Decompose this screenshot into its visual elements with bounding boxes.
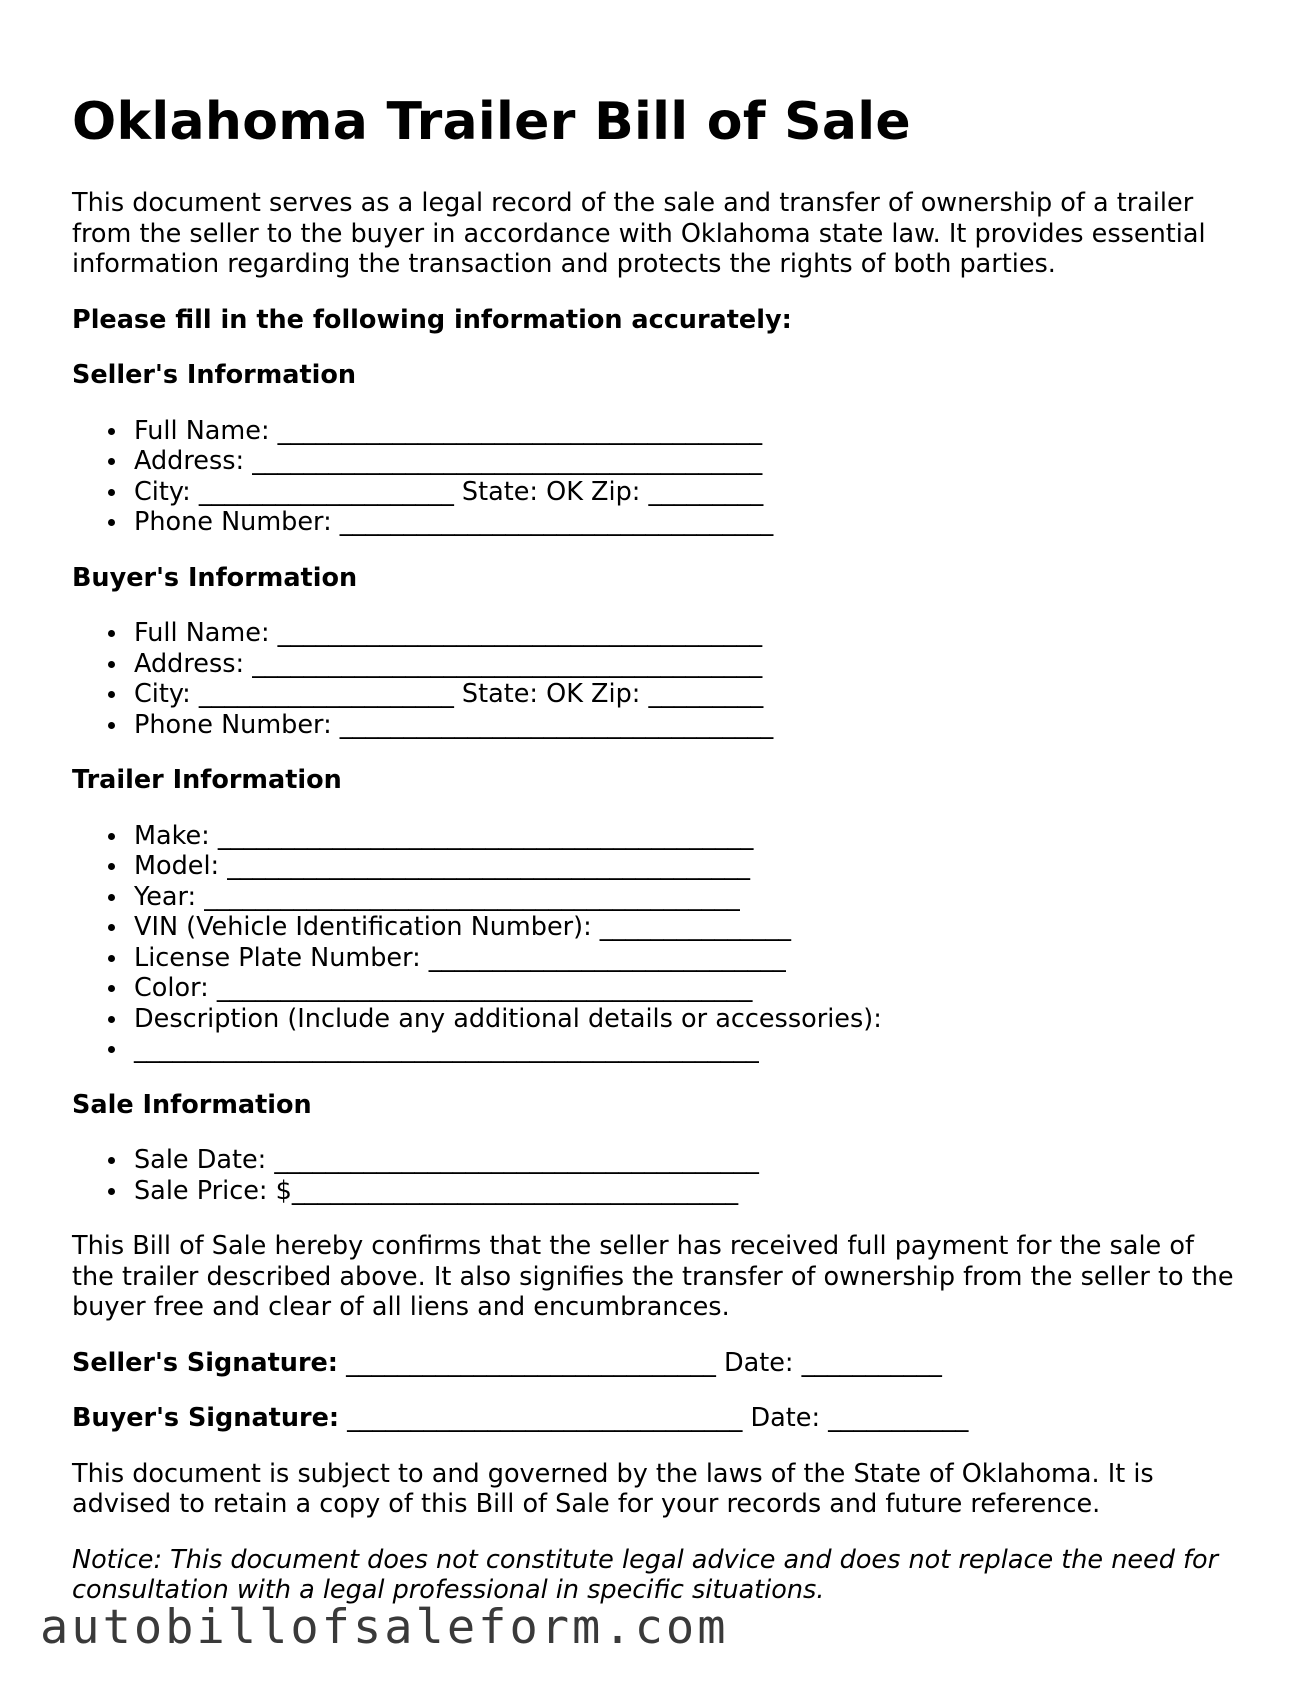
sale-date-field: Sale Date: ______________________________________ (134, 1145, 1242, 1176)
buyer-phone-field: Phone Number: __________________________________ (134, 710, 1242, 741)
confirmation-paragraph: This Bill of Sale hereby confirms that the seller has received full payment for the sale of the trailer described above. It also signifies the transfer of ownership from the seller to the buyer free and clear of all liens and encumbrances. (72, 1231, 1234, 1322)
seller-city-state-zip-field: City: ____________________ State: OK Zip: _________ (134, 477, 1242, 508)
buyer-city-state-zip-field: City: ____________________ State: OK Zip: _________ (134, 679, 1242, 710)
sale-fields (72, 1145, 1242, 1206)
seller-signature-label: Seller's Signature: (72, 1347, 339, 1378)
buyer-address-field: Address: ________________________________________ (134, 649, 1242, 680)
buyer-fields (72, 618, 1242, 740)
governing-law-paragraph: This document is subject to and governed by the laws of the State of Oklahoma. It is advised to retain a copy of this Bill of Sale for your records and future reference. (72, 1458, 1154, 1519)
seller-signature-line (72, 1348, 1242, 1379)
trailer-description-line: _________________________________________________ (134, 1034, 1242, 1065)
trailer-vin-field: VIN (Vehicle Identification Number): _______________ (134, 912, 1242, 943)
trailer-heading: Trailer Information (72, 765, 342, 795)
trailer-fields (72, 821, 1242, 1065)
trailer-license-plate-field: License Plate Number: ____________________________ (134, 943, 1242, 974)
buyer-full-name-field: Full Name: ______________________________________ (134, 618, 1242, 649)
seller-full-name-field: Full Name: ______________________________________ (134, 416, 1242, 447)
site-watermark: autobillofsaleform.com (40, 1600, 729, 1655)
trailer-model-field: Model: _________________________________________ (134, 851, 1242, 882)
trailer-description-label: Description (Include any additional details or accessories): (134, 1004, 1242, 1035)
seller-phone-field: Phone Number: __________________________________ (134, 507, 1242, 538)
sale-heading: Sale Information (72, 1089, 312, 1120)
seller-fields (72, 416, 1242, 538)
instruction-text: Please fill in the following information accurately: (72, 304, 792, 335)
document-page (72, 86, 1242, 1631)
sale-price-field: Sale Price: $___________________________________ (134, 1176, 1242, 1207)
document-title: Oklahoma Trailer Bill of Sale (72, 92, 911, 152)
seller-address-field: Address: ________________________________________ (134, 446, 1242, 477)
buyer-signature-line (72, 1403, 1242, 1434)
seller-heading: Seller's Information (72, 360, 357, 390)
buyer-signature-blank: _______________________________ Date: ___________ (339, 1403, 969, 1433)
trailer-make-field: Make: __________________________________________ (134, 821, 1242, 852)
buyer-signature-label: Buyer's Signature: (72, 1403, 340, 1433)
seller-signature-blank: _____________________________ Date: ___________ (338, 1347, 942, 1378)
buyer-heading: Buyer's Information (72, 562, 358, 593)
trailer-color-field: Color: __________________________________________ (134, 973, 1242, 1004)
trailer-year-field: Year: __________________________________________ (134, 882, 1242, 913)
intro-paragraph: This document serves as a legal record of the sale and transfer of ownership of a trailer from the seller to the buyer in accordance with Oklahoma state law. It provides essential information regarding the transaction and protects the rights of both parties. (72, 188, 1206, 279)
legal-notice: Notice: This document does not constitute legal advice and does not replace the need for consultation with a legal professional in specific situations. (72, 1544, 1219, 1605)
